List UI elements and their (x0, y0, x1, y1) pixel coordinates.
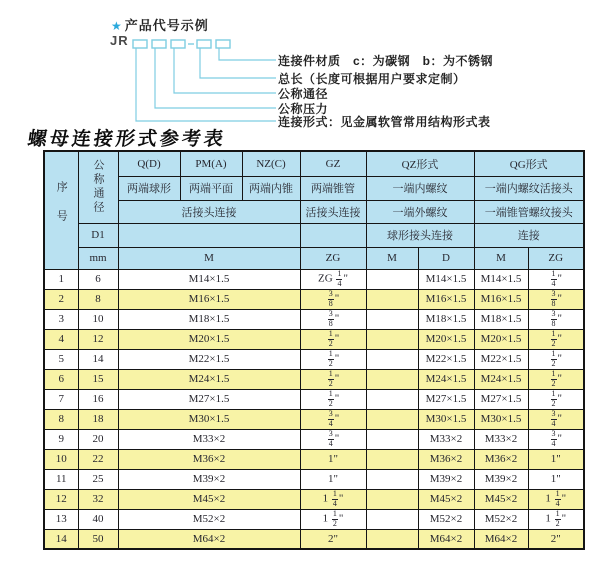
gz-zg-cell: $\frac{3}{4}$ " (300, 409, 366, 429)
header-seq: 序号 (44, 151, 78, 269)
qg-zg-cell: $\frac{1}{4}$ " (528, 269, 584, 289)
mm-cell: 32 (78, 489, 118, 509)
mm-cell: 8 (78, 289, 118, 309)
header-col-qg: QG形式 (474, 151, 584, 176)
gz-zg-cell: $\frac{3}{8}$ " (300, 309, 366, 329)
qz-m-cell (366, 509, 418, 529)
seq-cell: 1 (44, 269, 78, 289)
header-pm-sub: 两端平面 (180, 176, 242, 200)
mm-cell: 22 (78, 449, 118, 469)
table-row (44, 489, 584, 509)
table-row (44, 509, 584, 529)
table-row (44, 389, 584, 409)
table-title: 螺母连接形式参考表 (26, 129, 228, 150)
table-row (44, 329, 584, 349)
qz-d-cell: M33×2 (418, 429, 474, 449)
m-cell: M18×1.5 (118, 309, 300, 329)
qz-m-cell (366, 269, 418, 289)
qg-zg-cell: 1 $\frac{1}{4}$ " (528, 489, 584, 509)
gz-zg-cell: ZG $\frac{1}{4}$ " (300, 269, 366, 289)
qg-zg-cell: 1 $\frac{1}{2}$ " (528, 509, 584, 529)
table-row (44, 289, 584, 309)
qg-m-cell: M64×2 (474, 529, 528, 549)
qg-m-cell: M30×1.5 (474, 409, 528, 429)
qz-m-cell (366, 529, 418, 549)
m-cell: M27×1.5 (118, 389, 300, 409)
qz-m-cell (366, 289, 418, 309)
gz-zg-cell: $\frac{1}{2}$ " (300, 349, 366, 369)
callout-label-pressure: 公称压力 (278, 102, 329, 116)
code-box (171, 40, 185, 48)
gz-zg-cell: 2" (300, 529, 366, 549)
table-header (44, 151, 584, 269)
qg-m-cell: M39×2 (474, 469, 528, 489)
seq-cell: 10 (44, 449, 78, 469)
mm-cell: 50 (78, 529, 118, 549)
mm-cell: 40 (78, 509, 118, 529)
callout-line (200, 48, 276, 78)
mm-cell: 20 (78, 429, 118, 449)
seq-cell: 11 (44, 469, 78, 489)
table-row (44, 529, 584, 549)
qg-zg-cell: $\frac{3}{8}$ " (528, 309, 584, 329)
mm-cell: 10 (78, 309, 118, 329)
qz-d-cell: M30×1.5 (418, 409, 474, 429)
qz-m-cell (366, 309, 418, 329)
qg-m-cell: M27×1.5 (474, 389, 528, 409)
header-qg-sub2: 一端锥管螺纹接头 (474, 200, 584, 223)
qg-m-cell: M36×2 (474, 449, 528, 469)
header-col-pm: PM(A) (180, 151, 242, 176)
code-box (197, 40, 211, 48)
mm-cell: 14 (78, 349, 118, 369)
qz-m-cell (366, 489, 418, 509)
qz-m-cell (366, 429, 418, 449)
seq-cell: 2 (44, 289, 78, 309)
qg-m-cell: M22×1.5 (474, 349, 528, 369)
m-cell: M39×2 (118, 469, 300, 489)
qg-zg-cell: $\frac{1}{2}$ " (528, 329, 584, 349)
header-qz-sub2: 一端外螺纹 (366, 200, 474, 223)
gz-zg-cell: $\frac{1}{2}$ " (300, 329, 366, 349)
qz-m-cell (366, 349, 418, 369)
callout-label-connection: 连接形式：见金属软管常用结构形式表 (278, 115, 491, 129)
m-cell: M16×1.5 (118, 289, 300, 309)
m-cell: M22×1.5 (118, 349, 300, 369)
header-col-gz: GZ (300, 151, 366, 176)
qg-m-cell: M45×2 (474, 489, 528, 509)
qg-zg-cell: 2" (528, 529, 584, 549)
qz-d-cell: M52×2 (418, 509, 474, 529)
qz-d-cell: M16×1.5 (418, 289, 474, 309)
qz-d-cell: M20×1.5 (418, 329, 474, 349)
mm-cell: 16 (78, 389, 118, 409)
header-empty (118, 223, 300, 247)
header-gz-connection: 活接头连接 (300, 200, 366, 223)
callout-line (136, 48, 276, 121)
seq-cell: 3 (44, 309, 78, 329)
qg-zg-cell: $\frac{1}{2}$ " (528, 389, 584, 409)
callout-label-length: 总长（长度可根据用户要求定制） (278, 72, 466, 86)
nut-connection-reference-table (43, 150, 585, 550)
gz-zg-cell: 1" (300, 469, 366, 489)
table-row (44, 369, 584, 389)
mm-cell: 18 (78, 409, 118, 429)
diagram-title (111, 15, 209, 34)
qg-zg-cell: 1" (528, 469, 584, 489)
qz-d-cell: M24×1.5 (418, 369, 474, 389)
table-row (44, 409, 584, 429)
qz-d-cell: M14×1.5 (418, 269, 474, 289)
seq-cell: 5 (44, 349, 78, 369)
header-qg-zg: ZG (528, 247, 584, 269)
mm-cell: 15 (78, 369, 118, 389)
header-qz-sub1: 一端内螺纹 (366, 176, 474, 200)
qg-zg-cell: $\frac{3}{8}$ " (528, 289, 584, 309)
header-union-connection: 活接头连接 (118, 200, 300, 223)
qg-zg-cell: $\frac{3}{4}$ " (528, 409, 584, 429)
table-row (44, 309, 584, 329)
qg-m-cell: M20×1.5 (474, 329, 528, 349)
gz-zg-cell: $\frac{3}{4}$ " (300, 429, 366, 449)
gz-zg-cell: $\frac{1}{2}$ " (300, 369, 366, 389)
callout-line (219, 48, 276, 60)
m-cell: M24×1.5 (118, 369, 300, 389)
header-nz-sub: 两端内锥 (242, 176, 300, 200)
qg-zg-cell: $\frac{1}{2}$ " (528, 369, 584, 389)
header-mm: mm (78, 247, 118, 269)
header-nominal-diameter: 公称通径 (78, 151, 118, 223)
qg-m-cell: M16×1.5 (474, 289, 528, 309)
header-qz-m: M (366, 247, 418, 269)
header-gz-sub: 两端锥管 (300, 176, 366, 200)
table-body (44, 269, 584, 549)
qz-d-cell: M18×1.5 (418, 309, 474, 329)
seq-cell: 8 (44, 409, 78, 429)
seq-cell: 12 (44, 489, 78, 509)
qg-m-cell: M33×2 (474, 429, 528, 449)
code-box (216, 40, 230, 48)
callout-label-diameter: 公称通径 (278, 87, 329, 101)
qg-zg-cell: 1" (528, 449, 584, 469)
m-cell: M45×2 (118, 489, 300, 509)
callout-line (174, 48, 276, 93)
qz-d-cell: M45×2 (418, 489, 474, 509)
header-d1: D1 (78, 223, 118, 247)
qz-d-cell: M27×1.5 (418, 389, 474, 409)
qz-d-cell: M36×2 (418, 449, 474, 469)
m-cell: M33×2 (118, 429, 300, 449)
product-code-prefix: JR (110, 33, 129, 48)
table-row (44, 449, 584, 469)
qz-m-cell (366, 369, 418, 389)
star-icon: ★ (111, 19, 123, 33)
header-empty (300, 223, 366, 247)
header-q-sub: 两端球形 (118, 176, 180, 200)
qz-m-cell (366, 329, 418, 349)
gz-zg-cell: 1 $\frac{1}{2}$ " (300, 509, 366, 529)
qg-m-cell: M18×1.5 (474, 309, 528, 329)
gz-zg-cell: $\frac{3}{8}$ " (300, 289, 366, 309)
header-qg-sub1: 一端内螺纹活接头 (474, 176, 584, 200)
seq-cell: 9 (44, 429, 78, 449)
table-row (44, 469, 584, 489)
qz-m-cell (366, 389, 418, 409)
qg-m-cell: M14×1.5 (474, 269, 528, 289)
m-cell: M64×2 (118, 529, 300, 549)
gz-zg-cell: $\frac{1}{2}$ " (300, 389, 366, 409)
m-cell: M14×1.5 (118, 269, 300, 289)
table-row (44, 349, 584, 369)
gz-zg-cell: 1" (300, 449, 366, 469)
qg-m-cell: M52×2 (474, 509, 528, 529)
qz-d-cell: M39×2 (418, 469, 474, 489)
seq-cell: 14 (44, 529, 78, 549)
header-col-nz: NZ(C) (242, 151, 300, 176)
qz-m-cell (366, 409, 418, 429)
code-box (133, 40, 147, 48)
callout-label-material: 连接件材质 c：为碳钢 b：为不锈钢 (278, 54, 494, 68)
header-qg-m: M (474, 247, 528, 269)
m-cell: M30×1.5 (118, 409, 300, 429)
m-cell: M52×2 (118, 509, 300, 529)
gz-zg-cell: 1 $\frac{1}{4}$ " (300, 489, 366, 509)
qg-zg-cell: $\frac{1}{2}$ " (528, 349, 584, 369)
header-col-qz: QZ形式 (366, 151, 474, 176)
mm-cell: 25 (78, 469, 118, 489)
header-zg: ZG (300, 247, 366, 269)
header-qg-sub3: 连接 (474, 223, 584, 247)
header-qz-sub3: 球形接头连接 (366, 223, 474, 247)
seq-cell: 13 (44, 509, 78, 529)
qz-m-cell (366, 449, 418, 469)
mm-cell: 12 (78, 329, 118, 349)
header-qz-d: D (418, 247, 474, 269)
seq-cell: 6 (44, 369, 78, 389)
diagram-title-text: 产品代号示例 (124, 18, 209, 33)
qg-m-cell: M24×1.5 (474, 369, 528, 389)
qz-m-cell (366, 469, 418, 489)
qg-zg-cell: $\frac{3}{4}$ " (528, 429, 584, 449)
table-row (44, 269, 584, 289)
m-cell: M20×1.5 (118, 329, 300, 349)
qz-d-cell: M64×2 (418, 529, 474, 549)
m-cell: M36×2 (118, 449, 300, 469)
table-row (44, 429, 584, 449)
header-m: M (118, 247, 300, 269)
mm-cell: 6 (78, 269, 118, 289)
seq-cell: 7 (44, 389, 78, 409)
header-col-q: Q(D) (118, 151, 180, 176)
seq-cell: 4 (44, 329, 78, 349)
code-box (152, 40, 166, 48)
qz-d-cell: M22×1.5 (418, 349, 474, 369)
